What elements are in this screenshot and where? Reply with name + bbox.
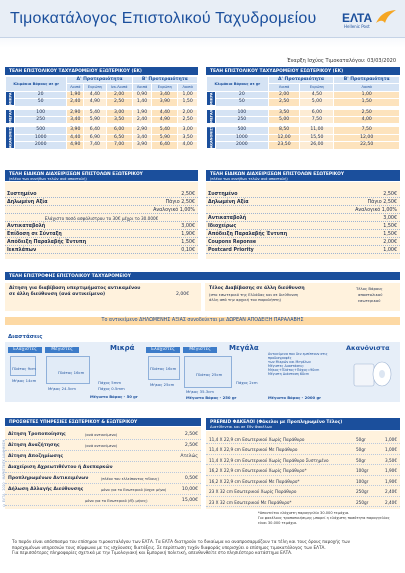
intl-price-cell: 3,90 <box>132 142 152 149</box>
intl-price-cell: 3,90 <box>152 99 178 106</box>
special-dom-title: ΤΕΛΗ ΕΙΔΙΚΩΝ ΔΙΑΧΕΙΡΙΣΕΩΝ ΕΠΙΣΤΟΛΩΝ ΕΣΩΤΕΡΙΚΟΥ <box>210 171 345 177</box>
intl-price-cell: 3,50 <box>178 134 198 141</box>
dom-price-cell: 5,00 <box>300 99 334 106</box>
large-max-thickness: Πάχος 2cm <box>236 380 258 385</box>
special-dom-sub: (πλέον των συνήθων τελών ανά αποστολή) <box>210 176 288 181</box>
extra-value: 2,50€ <box>184 443 198 448</box>
dom-price-cell: 22,50 <box>334 142 400 149</box>
dom-weight-cell: 50 <box>216 99 269 106</box>
special-dom-row <box>206 239 400 246</box>
intl-price-cell: 7,40 <box>84 142 106 149</box>
intl-price-cell: 6,40 <box>152 142 178 149</box>
dimensions-title: Διαστάσεις <box>8 334 43 340</box>
intl-weight-cell: 500 <box>15 127 67 134</box>
return-bar: ΤΕΛΗ ΕΠΙΣΤΡΟΦΗΣ ΕΠΙΣΤΟΛΙΚΟΥ ΤΑΧΥΔΡΟΜΕΙΟΥ <box>5 272 400 280</box>
extra-hint: (ανά αντικείμενο) <box>85 443 118 448</box>
dom-category: ΑΚΑΝΟΝΙΣΤΑ <box>207 127 216 149</box>
special-intl-value: 0,10€ <box>181 248 195 253</box>
intl-price-cell: 1,00 <box>178 91 198 98</box>
prepaid-row <box>206 487 400 497</box>
intl-price-cell: 3,90 <box>67 127 84 134</box>
special-dom-value: 2,50€ <box>383 192 397 197</box>
extra-value: 15,00€ <box>181 498 198 503</box>
return-left-title2: σε άλλη διεύθυνση (ανά αντικείμενο) <box>9 292 106 297</box>
extra-list <box>5 430 201 508</box>
special-dom-value: 2,00€ <box>383 240 397 245</box>
intl-price-cell: 7,00 <box>106 142 132 149</box>
intl-weight-cell: 2000 <box>15 142 67 149</box>
dom-price-cell: 7,50 <box>300 117 334 124</box>
dom-price-cell: 2,00 <box>268 91 300 98</box>
special-intl-row <box>5 231 198 238</box>
intl-weight-cell: 20 <box>15 91 67 98</box>
dom-price-cell: 1,00 <box>334 91 400 98</box>
prepaid-value: 1,00€ <box>385 436 397 442</box>
intl-zone-b: Β' Προτεραιότητα <box>132 77 197 84</box>
prepaid-weight: 50gr <box>356 447 366 452</box>
prepaid-label: 16,2 X 22,9 cm Εσωτερικού Με Παράθυρο* <box>209 478 300 484</box>
return-right-value1: Τέλος Βάρους <box>356 286 383 291</box>
special-intl-label: Συστημένο <box>7 192 37 197</box>
table-row <box>6 134 198 141</box>
side-credit: © ΕΛΤΑ · 2020 · ΜΑΡΚΕΤΙΝΓΚ ΔΙΑΦΗΜΙΣΗ <box>2 440 6 507</box>
return-right-value2: αποστολικού <box>358 292 383 297</box>
special-dom-label: Απόδειξη Παραλαβής Έντυπη <box>208 232 288 237</box>
intl-price-cell: 2,90 <box>132 127 152 134</box>
prepaid-list <box>206 434 400 508</box>
table-row <box>207 134 400 141</box>
special-intl-row <box>5 247 198 254</box>
return-right-value3: εσωτερικού <box>358 298 381 303</box>
prepaid-bar <box>206 418 400 430</box>
prepaid-label: 23 X 32 cm Εσωτερικού Με Παράθυρο* <box>209 499 292 505</box>
special-intl-label: Απόδειξη Παραλαβής Έντυπη <box>7 240 87 245</box>
prepaid-value: 1,90€ <box>385 468 397 473</box>
special-intl-row <box>5 199 198 206</box>
irregular-tag: Ακανόνιστα <box>346 344 390 352</box>
prepaid-weight: 50gr <box>356 457 366 463</box>
dom-price-cell: 5,00 <box>268 117 300 124</box>
intl-col-4: Ευρώπη <box>152 84 178 91</box>
bird-icon <box>375 9 397 27</box>
small-max-width: Πλάτος 16cm <box>58 370 85 375</box>
special-dom-value: 1,50€ <box>383 232 397 237</box>
intl-price-cell: 1,40 <box>132 99 152 106</box>
prepaid-title: PREPAID ΦΑΚΕΛΟΙ (Φάκελοι με Προπληρωμένο Τέλος) <box>210 419 343 425</box>
dom-col-0: Λοιπά <box>268 84 300 91</box>
small-min-height: Μήκος 14cm <box>12 378 37 383</box>
prepaid-value: 1,90€ <box>385 478 397 484</box>
special-dom-value: Πάγιο 2,50€ <box>367 200 397 205</box>
special-dom-row <box>206 247 400 254</box>
extra-label: Αίτηση Αποζημίωσης <box>8 454 64 459</box>
footer-note <box>12 539 397 556</box>
dom-weight-cell: 500 <box>216 127 269 134</box>
special-intl-label: Ιεκπλάπων <box>7 248 37 253</box>
special-intl-title: ΤΕΛΗ ΕΙΔΙΚΩΝ ΔΙΑΧΕΙΡΙΣΕΩΝ ΕΠΙΣΤΟΛΩΝ ΕΞΩΤΕΡΙΚΟΥ <box>9 171 143 177</box>
intl-price-cell: 3,40 <box>67 117 84 124</box>
small-max-height: Μήκος 24.5cm <box>48 386 76 391</box>
intl-rate-table <box>5 76 198 150</box>
extra-row <box>5 463 201 473</box>
intl-weight-cell: 50 <box>15 99 67 106</box>
large-tag: Μεγάλα <box>229 344 259 352</box>
prepaid-value: 2,40€ <box>385 489 397 494</box>
special-intl-value: 2,50€ <box>181 192 195 197</box>
dom-price-cell: 2,50 <box>268 99 300 106</box>
intl-weight-cell: 100 <box>15 109 67 116</box>
special-intl-value: Πάγιο 2,50€ <box>165 200 195 205</box>
dom-price-cell: 2,50 <box>334 109 400 116</box>
irregular-line: Μέγιστη Διάσταση 60cm <box>268 372 310 377</box>
extra-row <box>5 474 201 484</box>
intl-price-cell: 3,00 <box>106 109 132 116</box>
extra-label: Αίτηση Αναζήτησης <box>8 443 60 448</box>
intl-price-cell: 4,40 <box>152 109 178 116</box>
intl-price-cell: 4,90 <box>84 99 106 106</box>
special-intl-row <box>5 239 198 246</box>
large-max-weight: Μέγιστο Βάρος - 250 gr <box>186 395 237 400</box>
special-intl-row <box>5 223 198 230</box>
table-row <box>6 142 198 149</box>
dom-col-2: Λοιπά <box>334 84 400 91</box>
special-dom-row <box>206 199 400 206</box>
small-min-label: Ελάχιστες <box>8 347 42 353</box>
intl-col-2: Ινκ.Λοιπά <box>106 84 132 91</box>
prepaid-row <box>206 466 400 476</box>
special-dom-bar <box>206 170 400 181</box>
large-max-width: Πλάτος 25cm <box>196 372 223 377</box>
irregular-line: Αντικείμενα που δεν εμπίπτουν στις προδιαγραφές <box>268 352 328 361</box>
prepaid-label: 11,4 X 22,9 cm Εσωτερικού Με Παράθυρο <box>209 447 298 452</box>
small-min-width: Πλάτος 9cm <box>12 366 36 371</box>
prepaid-row <box>206 434 400 444</box>
dom-weight-cell: 1000 <box>216 134 269 141</box>
prepaid-foot2: Για φακέλους τροποποιήσιμης μπορεί η ελάχιστη ποσότητα παραγγελίας <box>258 516 390 520</box>
header-stripe <box>0 38 405 48</box>
intl-weight-cell: 1000 <box>15 134 67 141</box>
large-max-label: Μέγιστες <box>183 347 217 353</box>
prepaid-weight: 100gr <box>356 468 369 473</box>
special-dom-value: Αναλογικό 1,00% <box>355 208 397 213</box>
extra-label: Αίτηση Τροποποίησης <box>8 432 66 437</box>
special-dom-list <box>206 191 400 257</box>
dom-weight-cell: 20 <box>216 91 269 98</box>
dom-zone-a: Α' Προτεραιότητα <box>268 77 334 84</box>
intl-price-cell: 1,90 <box>132 109 152 116</box>
dom-zone-b: Β' Προτεραιότητα <box>334 77 400 84</box>
large-min-height: Μήκος 25cm <box>150 382 175 387</box>
intl-price-cell: 6,40 <box>84 127 106 134</box>
special-intl-value: Αναλογικό 1,00% <box>153 208 195 213</box>
dom-category: ΜΙΚΡΑ <box>207 91 216 106</box>
dom-rate-bar: ΤΕΛΗ ΕΠΙΣΤΟΛΙΚΟΥ ΤΑΧΥΔΡΟΜΕΙΟΥ ΕΣΩΤΕΡΙΚΟΥ (ΕΚ) <box>206 67 400 75</box>
intl-price-cell: 6,00 <box>106 127 132 134</box>
intl-category: ΜΙΚΡΑ <box>6 91 15 106</box>
dom-category: ΜΕΓΑΛΑ <box>207 109 216 124</box>
dom-price-cell: 7,50 <box>334 127 400 134</box>
table-row <box>207 127 400 134</box>
irregular-line: των Μικρών και Μεγάλων <box>268 360 311 365</box>
small-min-thickness: Πάχος 0.5mm <box>98 386 125 391</box>
dom-price-cell: 3,50 <box>268 109 300 116</box>
intl-zone-a: Α' Προτεραιότητα <box>67 77 132 84</box>
intl-price-cell: 1,50 <box>178 99 198 106</box>
intl-price-cell: 5,40 <box>152 127 178 134</box>
prepaid-foot1: *Απαιτείται ελάχιστη παραγγελία 30.000 τεμάχια. <box>258 511 350 515</box>
special-dom-label: Δηλωμένη Αξία <box>208 200 249 205</box>
intl-price-cell: 2,50 <box>106 99 132 106</box>
dom-price-cell: 11,00 <box>300 127 334 134</box>
special-intl-sub: (πλέον των συνήθων τελών ανά αποστολή) <box>9 176 87 181</box>
extra-row <box>5 430 201 440</box>
prepaid-weight: 100gr <box>356 478 369 484</box>
small-max-thickness: Πάχος 5mm <box>98 380 122 385</box>
extra-label: Διαχείριση Αχρεωτιθέντου ή Ανεπαρκών <box>8 465 113 470</box>
dom-price-cell: 6,00 <box>300 109 334 116</box>
special-dom-row <box>206 231 400 238</box>
intl-price-cell: 2,90 <box>67 109 84 116</box>
irregular-line: Μέγιστες Διαστάσεις: <box>268 364 305 369</box>
special-intl-list <box>5 191 198 257</box>
intl-price-cell: 4,90 <box>67 142 84 149</box>
extra-label: Δήλωση Αλλαγής Διεύθυνσης <box>8 487 84 492</box>
intl-price-cell: 3,40 <box>132 134 152 141</box>
extra-value: 10,00€ <box>181 487 198 492</box>
return-left-title: Αίτηση για διαβίβαση υπερτιμήματος αντικαμένου <box>9 286 141 291</box>
large-max-height: Μήκος 35.3cm <box>186 389 214 394</box>
dom-weight-header: Κλιμάκια Βάρους σε gr <box>207 77 269 92</box>
dom-price-cell: 12,00 <box>334 134 400 141</box>
prepaid-label: 11,4 X 22,9 cm Εσωτερικού Χωρίς Παράθυρο Συστημένο <box>209 457 329 463</box>
intl-price-cell: 2,40 <box>67 99 84 106</box>
intl-price-cell: 4,40 <box>67 134 84 141</box>
extra-value: Ατελώς <box>180 454 198 459</box>
page-title: Τιμοκατάλογος Επιστολικού Ταχυδρομείου <box>10 10 317 27</box>
intl-category: ΑΚΑΝΟΝΙΣΤΑ <box>6 127 15 149</box>
footer-line1: Το παρόν είναι απόσπασμα του επίσημου τιμοκαταλόγου των ΕΛΤΑ. Τα ΕΛΤΑ διατηρούν το δικαίωμα να αναπροσαρμόζουν τα τέλη και τους όρους παροχής των <box>12 539 351 544</box>
special-intl-label: Αντικαταβολή <box>7 224 46 229</box>
return-left-value: 2,00€ <box>176 292 190 297</box>
dom-price-cell: 23,50 <box>268 142 300 149</box>
dom-price-cell: 8,50 <box>268 127 300 134</box>
dom-weight-cell: 2000 <box>216 142 269 149</box>
special-dom-label: Αντικαταβολή <box>208 216 247 221</box>
irregular-description <box>268 352 342 377</box>
intl-price-cell: 4,90 <box>152 117 178 124</box>
table-row <box>6 91 198 98</box>
intl-price-cell: 2,50 <box>178 117 198 124</box>
intl-weight-cell: 250 <box>15 117 67 124</box>
prepaid-label: 11,4 X 22,9 cm Εσωτερικού Χωρίς Παράθυρο <box>209 436 305 442</box>
extra-row <box>5 485 201 495</box>
table-row <box>6 117 198 124</box>
table-row <box>207 109 400 116</box>
large-min-width: Πλάτος 16cm <box>150 366 177 371</box>
dom-price-cell: 15,50 <box>300 134 334 141</box>
return-right-sub1: (στο εσωτερικό της Ελλάδας και σε διεύθυνση <box>209 292 299 297</box>
table-row <box>6 127 198 134</box>
header <box>0 0 405 38</box>
table-row <box>207 99 400 106</box>
prepaid-row <box>206 497 400 507</box>
special-intl-row <box>5 215 198 222</box>
extra-row <box>5 452 201 462</box>
dom-weight-cell: 100 <box>216 109 269 116</box>
extra-value: 2,50€ <box>184 432 198 437</box>
intl-price-cell: 2,40 <box>132 117 152 124</box>
extra-row <box>5 441 201 451</box>
intl-rate-bar: ΤΕΛΗ ΕΠΙΣΤΟΛΙΚΟΥ ΤΑΧΥΔΡΟΜΕΙΟΥ ΕΞΩΤΕΡΙΚΟΥ (ΕΚ) <box>5 67 198 75</box>
intl-col-3: Λοιπά <box>132 84 152 91</box>
prepaid-label: 16,2 X 22,9 cm Εσωτερικού Χωρίς Παράθυρο* <box>209 468 307 473</box>
logo-subtitle: Hellenic Post <box>344 24 370 29</box>
dom-weight-cell: 250 <box>216 117 269 124</box>
intl-weight-header: Κλιμάκια Βάρους σε gr <box>6 77 67 92</box>
effective-date: Έναρξη Ισχύος Τιμοκαταλόγου: 03/03/2020 <box>286 58 396 64</box>
special-intl-label: Δηλωμένη Αξία <box>7 200 48 205</box>
special-dom-label: Συστημένο <box>208 192 238 197</box>
intl-col-1: Ευρώπη <box>84 84 106 91</box>
special-intl-value: 3,00€ <box>181 224 195 229</box>
intl-price-cell: 2,00 <box>106 91 132 98</box>
return-right-sub2: άλλη από την αρχική του παραλήπτη) <box>209 297 282 302</box>
irregular-line: Μήκος+Πλάτος+Πάχος=90cm <box>268 368 320 373</box>
parcel-roll-icon <box>350 354 394 390</box>
footer-line2: παρεχομένων υπηρεσιών τους σύμφωνα με τις ισχύουσες διατάξεις. Σε περίπτωση τυχόν διαφοράς υπερισχύει ο επίσημος τιμοκατάλογος των ΕΛΤΑ. <box>12 544 326 550</box>
table-row <box>207 117 400 124</box>
special-intl-value: 1,50€ <box>181 240 195 245</box>
table-row <box>6 99 198 106</box>
dom-price-cell: 4,50 <box>300 91 334 98</box>
intl-price-cell: 0,90 <box>132 91 152 98</box>
intl-price-cell: 6,50 <box>106 134 132 141</box>
intl-price-cell: 4,40 <box>84 91 106 98</box>
return-right-title: Τέλος Διαβίβασης σε άλλη διεύθυνση <box>209 286 305 291</box>
large-min-label: Ελάχιστες <box>146 347 180 353</box>
footer-line3: Για περισσότερες πληροφορίες σχετικά με την Τιμολογιακή και Εμπορική πολιτική, απευθυνθείτε στο πλησιέστερο κατάστημα ΕΛΤΑ. <box>12 550 293 556</box>
dom-price-cell: 26,00 <box>300 142 334 149</box>
special-intl-bar <box>5 170 198 181</box>
extra-hint: μόνο για το Εσωτερικό (έξι μήνες) <box>85 498 148 503</box>
special-dom-value: 3,00€ <box>383 216 397 221</box>
prepaid-foot3: είναι 30.000 τεμάχια. <box>258 521 298 525</box>
special-dom-label: Coupons Reponse <box>208 240 257 245</box>
intl-price-cell: 1,90 <box>67 91 84 98</box>
special-dom-row <box>206 215 400 222</box>
prepaid-weight: 250gr <box>356 489 369 494</box>
intl-price-cell: 5,40 <box>84 109 106 116</box>
intl-col-5: Λοιπά <box>178 84 198 91</box>
prepaid-value: 1,00€ <box>385 447 397 452</box>
dom-price-cell: 1,50 <box>334 99 400 106</box>
special-intl-row <box>5 207 198 214</box>
special-intl-value: 1,90€ <box>181 232 195 237</box>
table-row <box>207 142 400 149</box>
logo-text: ΕΛΤΑ <box>342 11 373 25</box>
extra-hint: (ανά αντικείμενο) <box>85 432 118 437</box>
prepaid-row <box>206 455 400 465</box>
intl-category: ΜΕΓΑΛΑ <box>6 109 15 124</box>
intl-price-cell: 2,00 <box>178 109 198 116</box>
intl-price-cell: 3,50 <box>106 117 132 124</box>
extra-value: 0,50€ <box>184 476 198 481</box>
small-tag: Μικρά <box>110 344 135 352</box>
intl-price-cell: 3,00 <box>178 127 198 134</box>
small-max-weight: Μέγιστο Βάρος - 50 gr <box>90 394 138 399</box>
dom-rate-table <box>206 76 400 150</box>
dom-col-1: Ευρώπη <box>300 84 334 91</box>
special-dom-label: Postcard Priority <box>208 248 254 253</box>
prepaid-label: 23 X 32 cm Εσωτερικού Χωρίς Παράθυρο <box>209 489 297 494</box>
special-dom-value: 1,50€ <box>383 224 397 229</box>
extra-row <box>5 496 201 506</box>
special-dom-value: 1,00€ <box>383 248 397 253</box>
prepaid-row <box>206 445 400 455</box>
special-dom-row <box>206 191 400 198</box>
prepaid-weight: 250gr <box>356 499 369 505</box>
special-dom-row <box>206 207 400 214</box>
table-row <box>207 91 400 98</box>
extra-hint: (πλέον του ελλείποντος τέλους) <box>101 476 159 481</box>
special-intl-row <box>5 191 198 198</box>
intl-price-cell: 3,40 <box>152 91 178 98</box>
special-intl-label: Επίδοση σε Σύνταξη <box>7 232 62 237</box>
extra-label: Προπληρωμένων Αντικειμένων <box>8 476 89 481</box>
intl-price-cell: 6,90 <box>84 134 106 141</box>
intl-col-0: Λοιπά <box>67 84 84 91</box>
prepaid-row <box>206 476 400 486</box>
small-max-label: Μέγιστες <box>45 347 79 353</box>
intl-price-cell: 5,90 <box>152 134 178 141</box>
intl-price-cell: 4,00 <box>178 142 198 149</box>
prepaid-sub: Διατίθενται και σε Εθν Φακέλων <box>210 423 273 429</box>
promo-banner: Το αντικείμενο ΔΗΛΩΜΕΝΗΣ ΑΞΙΑΣ συνοδεύεται με ΔΩΡΕΑΝ ΑΠΟΔΕΙΞΗ ΠΑΡΑΛΑΒΗΣ <box>5 317 400 325</box>
special-dom-row <box>206 223 400 230</box>
elta-logo <box>342 9 398 33</box>
intl-price-cell: 5,90 <box>84 117 106 124</box>
table-row <box>6 109 198 116</box>
special-intl-note: Ελάχιστο ποσό ασφάλιστρου το 30€ μέχρι το 30.000€ <box>44 216 159 221</box>
prepaid-weight: 50gr <box>356 436 366 442</box>
prepaid-value: 3,50€ <box>385 457 397 463</box>
special-dom-label: Ιδιοχείρως <box>208 224 237 229</box>
dom-price-cell: 12,00 <box>268 134 300 141</box>
extra-bar: ΠΡΟΣΘΕΤΕΣ ΥΠΗΡΕΣΙΕΣ ΕΣΩΤΕΡΙΚΟΥ & ΕΞΩΤΕΡΙΚΟΥ <box>5 418 201 426</box>
irregular-max-weight: Μέγιστο Βάρος - 2000 gr <box>268 395 322 400</box>
dom-price-cell: 4,00 <box>334 117 400 124</box>
extra-hint: μόνο για το Εσωτερικό (ίσχυε μήνα) <box>101 487 167 492</box>
prepaid-value: 2,40€ <box>385 499 397 505</box>
